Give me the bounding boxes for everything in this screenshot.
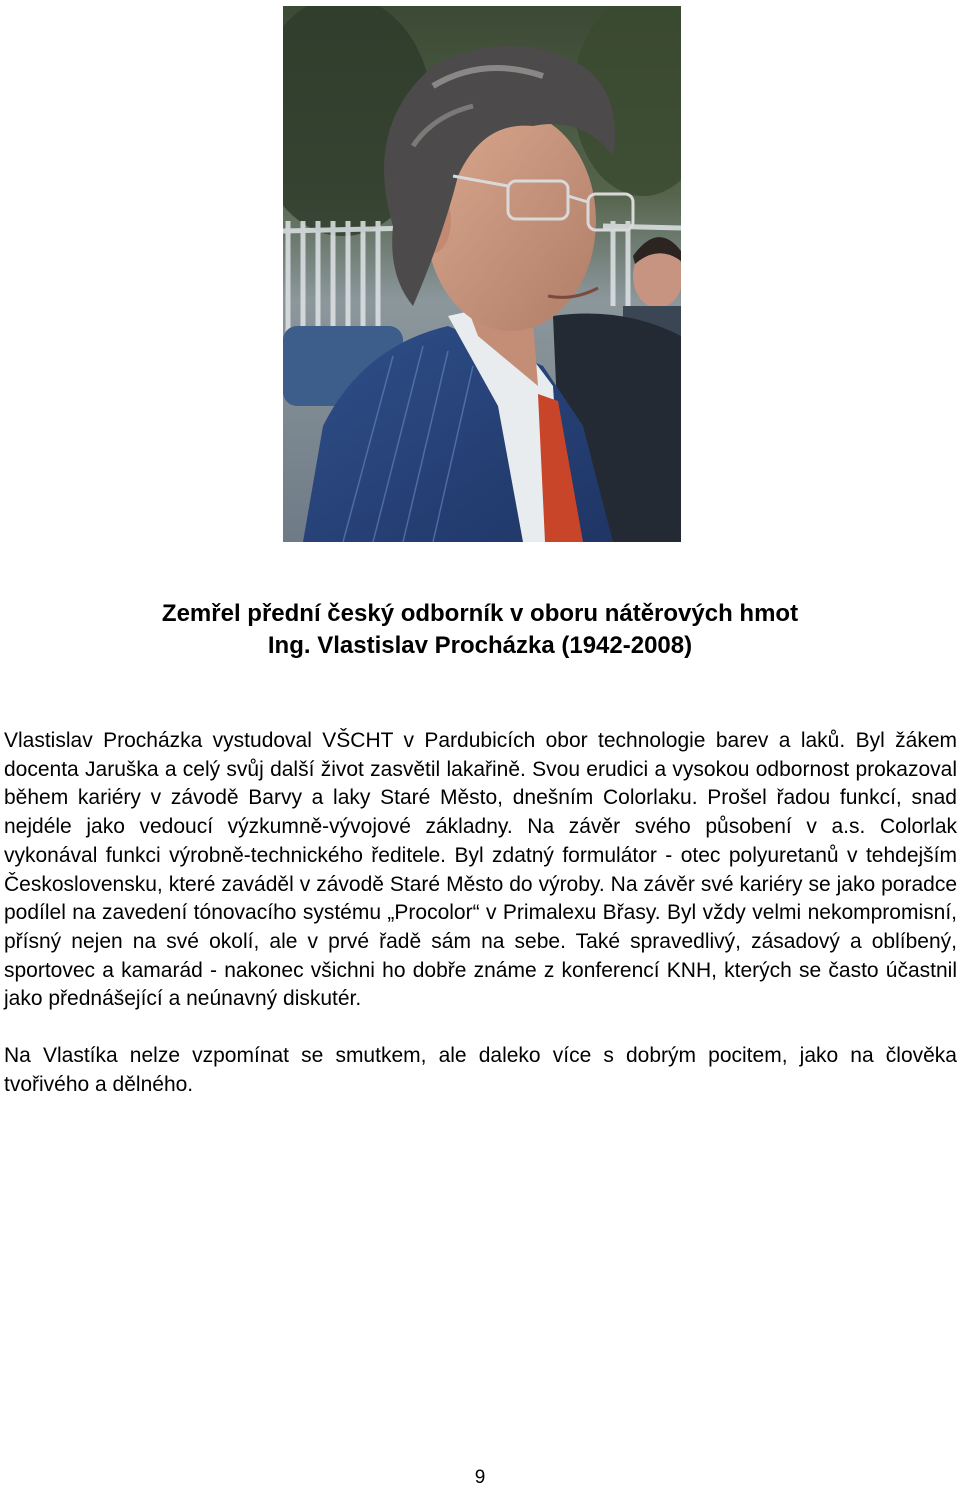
article-title <box>0 598 960 662</box>
article-body <box>4 727 957 1099</box>
body-paragraph-2: Na Vlastíka nelze vzpomínat se smutkem, ale daleko více s dobrým pocitem, jako na člověka tvořivého a dělného. <box>4 1044 957 1096</box>
title-line-1: Zemřel přední český odborník v oboru nátěrových hmot <box>161 600 799 627</box>
page-number: 9 <box>474 1467 486 1488</box>
portrait-photo <box>283 6 681 542</box>
title-line-2: Ing. Vlastislav Procházka (1942-2008) <box>267 632 693 659</box>
body-paragraph-1: Vlastislav Procházka vystudoval VŠCHT v Pardubicích obor technologie barev a laků. Byl žákem docenta Jaruška a celý svůj další život zasvětil lakařině. Svou erudici a vysokou odbornost prokazoval během kariéry v závodě Barvy a laky Staré Město, dnešním Colorlaku. Prošel řadou funkcí, snad nejdéle jako vedoucí výzkumně-vývojové základny. Na závěr svého působení v a.s. Colorlak vykonával funkci výrobně-technického ředitele. Byl zdatný formulátor - otec polyuretanů v tehdejším Československu, které zaváděl v závodě Staré Město do výroby. Na závěr své kariéry se jako poradce podílel na zavedení tónovacího systému „Procolor“ v Primalexu Břasy. Byl vždy velmi nekompromisní, přísný nejen na své okolí, ale v prvé řadě sám na sebe. Také spravedlivý, zásadový a oblíbený, sportovec a kamarád - nakonec všichni ho dobře známe z konferencí KNH, kterých se často účastnil jako přednášející a neúnavný diskutér. <box>4 729 957 1011</box>
portrait-illustration <box>283 6 681 542</box>
